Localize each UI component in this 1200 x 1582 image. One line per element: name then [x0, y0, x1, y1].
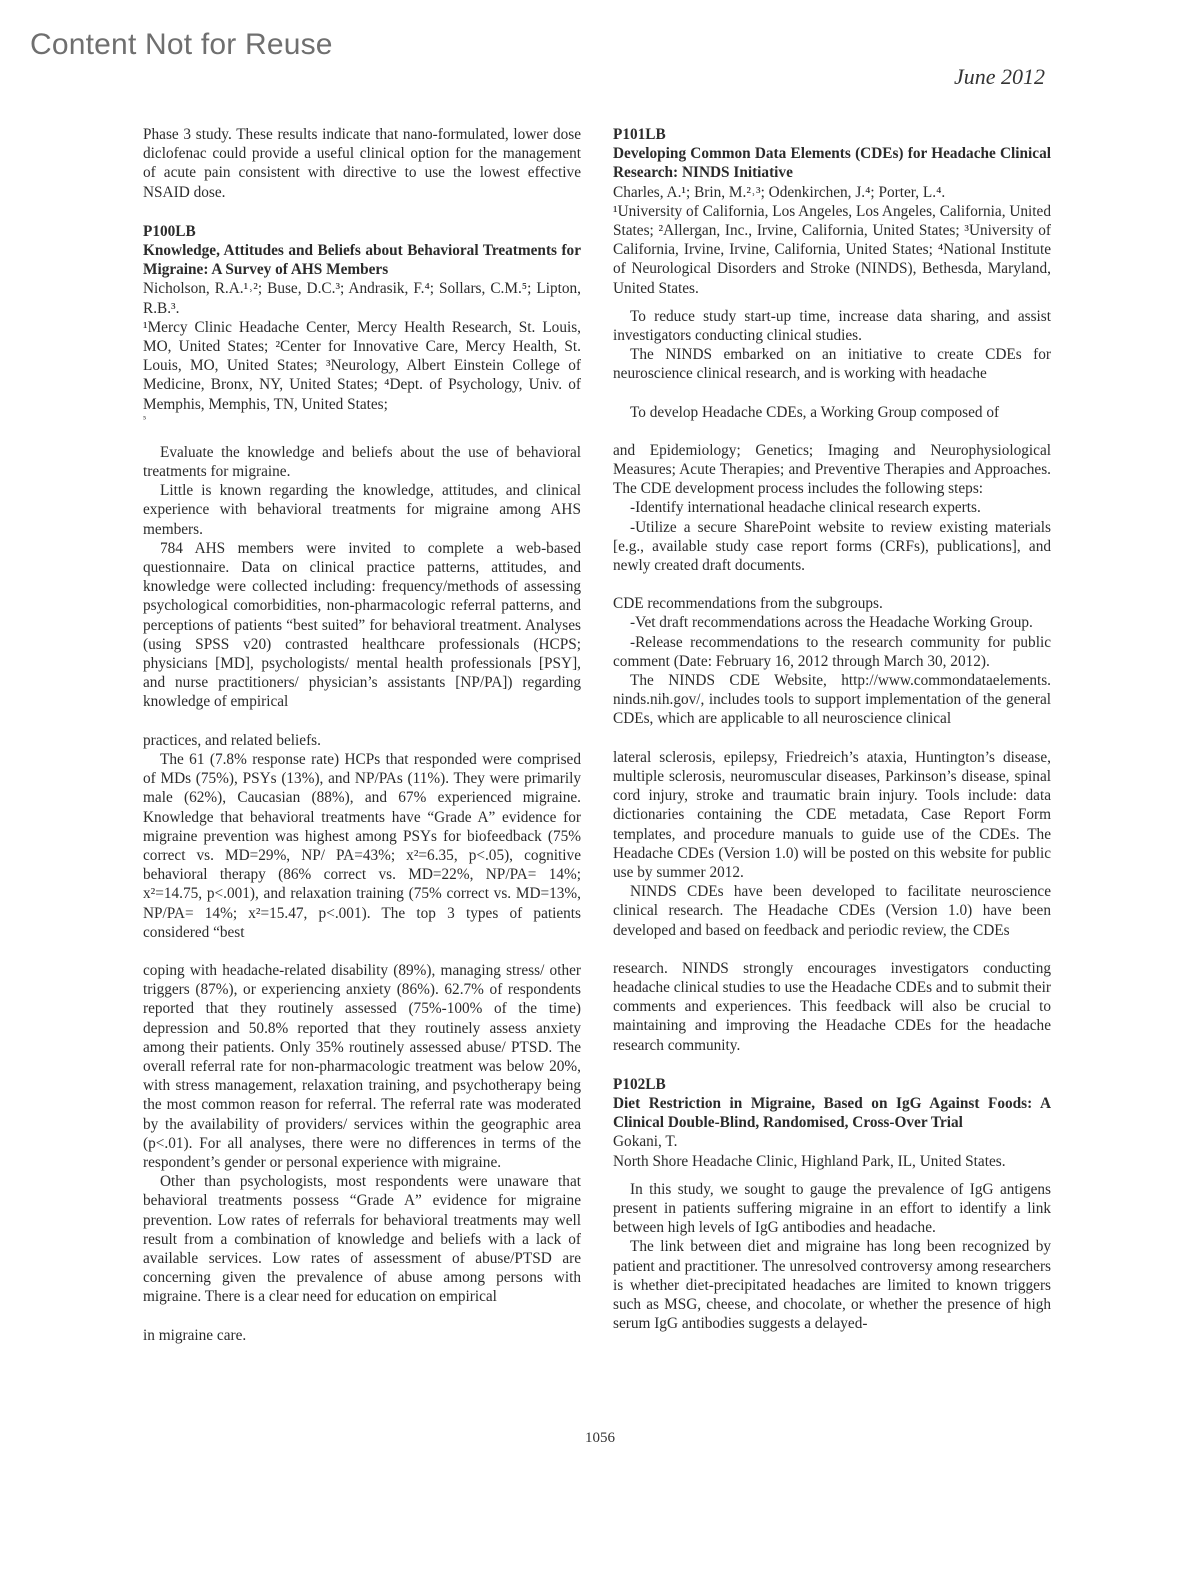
abstract-paragraph: lateral sclerosis, epilepsy, Friedreich’s ataxia, Huntington’s disease, multiple sclerosis, neuromuscular diseases, Parkinson’s disease, spinal cord injury, stroke and traumatic brain injury. Tools include: data dictionaries containing the CDE metadata, Case Report Form templates, and procedure manuals to guide use of the CDEs. The Headache CDEs (Version 1.0) will be posted on this website for public use by summer 2012. [613, 748, 1051, 881]
process-step: -Vet draft recommendations across the Headache Working Group. [630, 614, 1033, 632]
abstract-paragraph: The NINDS embarked on an initiative to create CDEs for neuroscience clinical research, and is working with headache [613, 346, 1051, 383]
abstract-paragraph: Little is known regarding the knowledge, attitudes, and clinical experience with behavioral treatments for migraine among AHS members. [143, 482, 581, 538]
process-step: -Release recommendations to the research community for public comment (Date: February 16, 2012 through March 30, 2012). [613, 633, 1051, 670]
abstract-paragraph: research. NINDS strongly encourages investigators conducting headache clinical studies to use the Headache CDEs and to submit their comments and experiences. This feedback will also be crucial to maintaining and improving the Headache CDEs for the headache research community. [613, 959, 1051, 1054]
abstract-code: P102LB [613, 1075, 666, 1093]
abstract-code: P101LB [613, 126, 666, 143]
abstract-paragraph: To reduce study start-up time, increase data sharing, and assist investigators conducting clinical studies. [613, 307, 1051, 345]
left-column [143, 125, 581, 1345]
abstract-paragraph: In this study, we sought to gauge the prevalence of IgG antigens present in patients suffering migraine in an effort to identify a link between high levels of IgG antibodies and headache. [613, 1180, 1051, 1237]
process-step: -Identify international headache clinical research experts. [630, 499, 981, 517]
abstract-title: Diet Restriction in Migraine, Based on IgG Against Foods: A Clinical Double-Blind, Randomised, Cross-Over Trial [613, 1094, 1051, 1132]
abstract-paragraph: The 61 (7.8% response rate) HCPs that responded were comprised of MDs (75%), PSYs (13%), and NP/PAs (11%). They were primarily male (62%), Caucasian (88%), and 67% experienced migraine. Knowledge that behavioral treatments have “Grade A” evidence for migraine prevention was highest among PSYs for biofeedback (75% correct vs. MD=29%, NP/ PA=43%; x²=6.35, p<.05), cognitive behavioral therapy (86% correct vs. MD=22%, NP/PA= 14%; x²=14.75, p<.001), and relaxation training (75% correct vs. MD=13%, NP/PA= 14%; x²=15.47, p<.001). The top 3 types of patients considered “best [143, 750, 581, 941]
abstract-paragraph: The NINDS CDE Website, http://www.commondataelements. ninds.nih.gov/, includes tools to support implementation of the general CDEs, which are applicable to all neuroscience clinical [613, 672, 1051, 728]
abstract-paragraph: NINDS CDEs have been developed to facilitate neuroscience clinical research. The Headache CDEs (Version 1.0) have been developed and based on feedback and periodic review, the CDEs [613, 883, 1051, 939]
abstract-title: Developing Common Data Elements (CDEs) for Headache Clinical Research: NINDS Initiative [613, 145, 1051, 182]
previous-abstract-continuation: Phase 3 study. These results indicate that nano-formulated, lower dose diclofenac could provide a useful clinical option for the management of acute pain consistent with directive to use the lowest effective NSAID dose. [143, 126, 581, 201]
abstract-affiliations: ¹Mercy Clinic Headache Center, Mercy Health Research, St. Louis, MO, United States; ²Center for Innovative Care, Mercy Health, St. Louis, MO, United States; ³Neurology, Albert Einstein College of Medicine, Bronx, NY, United States; ⁴Dept. of Psychology, Univ. of Memphis, Memphis, TN, United States; [143, 318, 581, 413]
abstract-authors: Gokani, T. [613, 1133, 678, 1151]
abstract-paragraph: CDE recommendations from the subgroups. [613, 595, 883, 613]
abstract-code: P100LB [143, 222, 196, 240]
abstract-authors: Charles, A.¹; Brin, M.²˒³; Odenkirchen, J.⁴; Porter, L.⁴. [613, 183, 946, 201]
abstract-paragraph: coping with headache-related disability (89%), managing stress/ other triggers (87%), or experiencing anxiety (86%). 62.7% of respondents reported that they routinely assessed (75%-100% of the time) depression and 50.8% reported that they routinely assess anxiety among their patients. Only 35% routinely assessed abuse/ PTSD. The overall referral rate for non-pharmacologic treatment was below 20%, with stress management, relaxation training, and psychotherapy being the most common reason for referral. The referral rate was moderated by the availability of providers/ services within the geographic area (p<.01). For all analyses, there were no differences in terms of the respondent’s gender or personal experience with migraine. [143, 961, 581, 1171]
abstract-title: Knowledge, Attitudes and Beliefs about Behavioral Treatments for Migraine: A Survey of AHS Members [143, 242, 581, 279]
abstract-paragraph: Evaluate the knowledge and beliefs about the use of behavioral treatments for migraine. [143, 443, 581, 481]
abstract-authors: Nicholson, R.A.¹˒²; Buse, D.C.³; Andrasik, F.⁴; Sollars, C.M.⁵; Lipton, R.B.³. [143, 280, 581, 317]
abstract-paragraph: To develop Headache CDEs, a Working Group composed of [630, 403, 1000, 421]
watermark: Content Not for Reuse [30, 28, 333, 61]
page-number: 1056 [585, 1430, 615, 1446]
abstract-paragraph: practices, and related beliefs. [143, 731, 321, 749]
abstract-paragraph: and Epidemiology; Genetics; Imaging and Neurophysiological Measures; Acute Therapies; and Preventive Therapies and Approaches. The CDE development process includes the following steps: [613, 441, 1051, 498]
abstract-paragraph: The link between diet and migraine has long been recognized by patient and practitioner. The unresolved controversy among researchers is whether diet-precipitated headaches are limited to known triggers such as MSG, cheese, and chocolate, or whether the presence of high serum IgG antibodies suggests a delayed- [613, 1238, 1051, 1333]
affiliation-footnote: ⁵ [143, 413, 147, 424]
abstract-paragraph: 784 AHS members were invited to complete a web-based questionnaire. Data on clinical practice patterns, attitudes, and knowledge were collected including: frequency/methods of assessing psychological comorbidities, non-pharmacologic referral patterns, and perceptions of patients “best suited” for behavioral treatment. Analyses (using SPSS v20) contrasted healthcare professionals (HCPS; physicians [MD], psychologists/ mental health professionals [PSY], and nurse practitioners/ physician’s assistants [NP/PA]) regarding knowledge of empirical [143, 539, 581, 711]
issue-date: June 2012 [953, 64, 1045, 89]
right-column [613, 125, 1051, 1333]
abstract-affiliations: ¹University of California, Los Angeles, Los Angeles, California, United States; ²Allergan, Inc., Irvine, California, United States; ³University of California, Irvine, Irvine, California, United States; ⁴National Institute of Neurological Disorders and Stroke (NINDS), Bethesda, Maryland, United States. [613, 202, 1051, 297]
abstract-paragraph: Other than psychologists, most respondents were unaware that behavioral treatments possess “Grade A” evidence for migraine prevention. Low rates of referrals for behavioral treatments may well result from a combination of knowledge and beliefs with a lack of available services. Low rates of assessment of abuse/PTSD are concerning given the prevalence of abuse among persons with migraine. There is a clear need for education on empirical [143, 1173, 581, 1306]
process-step: -Utilize a secure SharePoint website to review existing materials [e.g., available study case report forms (CRFs), publications], and newly created draft documents. [613, 518, 1051, 575]
abstract-affiliations: North Shore Headache Clinic, Highland Park, IL, United States. [613, 1152, 1006, 1170]
abstract-paragraph: in migraine care. [143, 1326, 247, 1344]
